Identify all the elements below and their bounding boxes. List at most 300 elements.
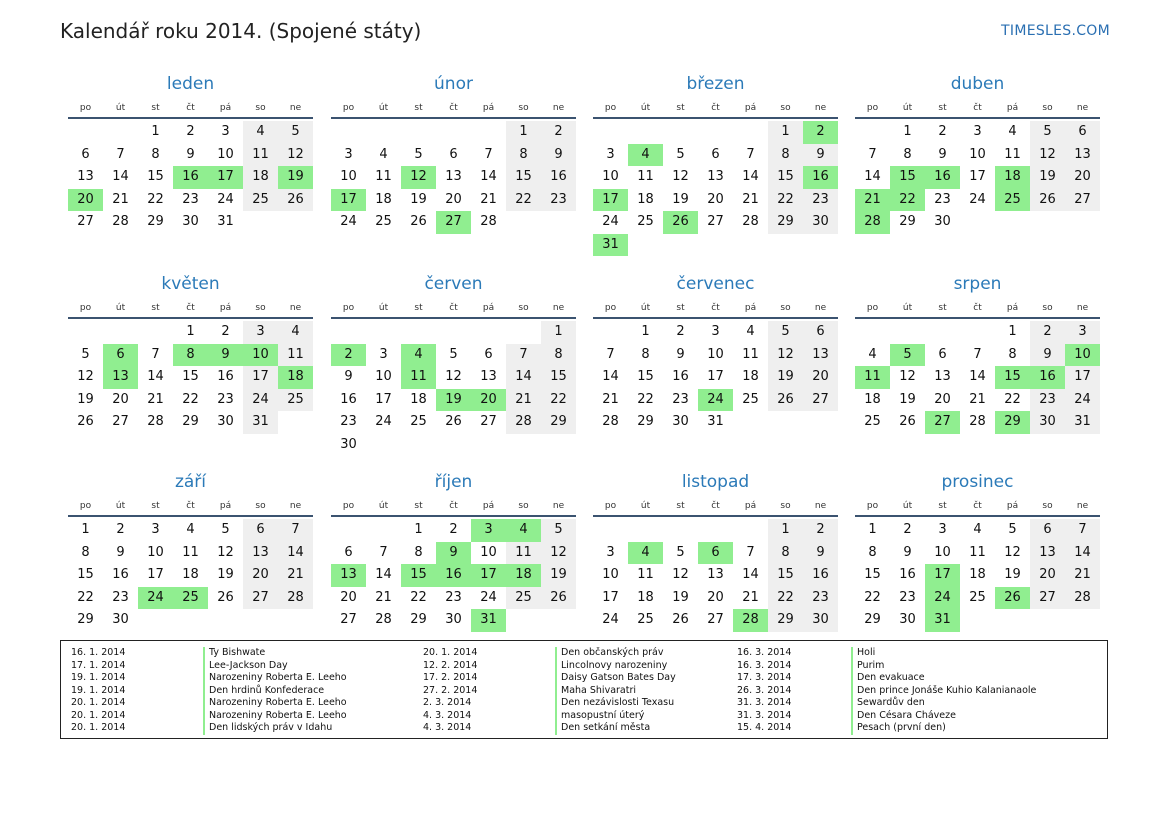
weekday-label: ne [814,103,827,113]
weekday-header [593,497,838,517]
day-cell: 3 [1065,321,1100,344]
day-cell: 10 [480,544,497,560]
weekday-label: út [640,303,651,313]
day-cell: 16 [217,369,234,384]
day-cell: 27 [1065,189,1100,212]
day-cell: 11 [637,567,654,582]
weekday-label: út [378,303,389,313]
month-name: duben [950,74,1005,94]
day-cell: 5 [541,519,576,542]
day-cell: 8 [868,544,877,560]
day-cell: 3 [973,124,982,139]
weekday-label: čt [186,501,195,511]
holiday-day-cell: 29 [995,411,1030,434]
day-cell: 29 [864,612,881,627]
legend-date: 20. 1. 2014 [71,722,126,733]
empty-day-cell [855,321,890,344]
day-cell: 28 [375,612,392,627]
legend-holiday-name: Den hrdinů Konfederace [203,685,324,698]
day-cell: 4 [379,146,388,162]
legend-date: 2. 3. 2014 [423,697,472,708]
empty-day-cell [331,121,366,144]
day-cell: 14 [1065,542,1100,565]
legend-holiday-name: Narozeniny Roberta E. Leeho [203,672,347,685]
day-cell: 6 [803,321,838,344]
empty-day-cell [960,321,995,344]
empty-day-cell [593,519,628,542]
legend-date: 15. 4. 2014 [737,722,792,733]
site-logo-text[interactable]: TIMESLES.COM [1001,23,1110,39]
day-cell: 3 [606,544,615,560]
day-cell: 26 [899,414,916,429]
weekday-label: út [902,303,913,313]
holiday-day-cell: 10 [243,344,278,367]
legend-date: 20. 1. 2014 [423,647,478,658]
day-cell: 20 [243,564,278,587]
day-cell: 11 [742,346,759,362]
day-cell: 2 [803,519,838,542]
day-cell: 17 [1065,366,1100,389]
day-cell: 3 [938,522,947,537]
day-cell: 1 [186,324,195,339]
weekday-label: so [780,303,791,313]
day-cell: 29 [768,211,803,234]
day-cell: 7 [506,344,541,367]
day-cell: 23 [217,391,234,407]
weekday-label: čt [449,103,458,113]
day-grid [593,519,838,632]
weekday-label: so [1042,501,1053,511]
month-calendar [593,73,838,256]
day-cell: 23 [445,589,462,605]
empty-day-cell [663,121,698,144]
legend-holiday-name: Den lidských práv v Idahu [203,722,332,735]
empty-day-cell [103,321,138,344]
empty-day-cell [733,121,768,144]
day-cell: 8 [768,144,803,167]
day-cell: 19 [541,564,576,587]
day-cell: 16 [541,166,576,189]
weekday-label: pá [1006,303,1019,313]
day-cell: 26 [1030,189,1065,212]
day-cell: 21 [112,191,129,207]
day-cell: 3 [711,324,720,339]
day-cell: 11 [278,344,313,367]
weekday-label: so [255,303,266,313]
day-cell: 23 [112,589,129,605]
day-cell: 14 [480,169,497,184]
empty-day-cell [366,519,401,542]
legend-date: 4. 3. 2014 [423,709,472,721]
empty-day-cell [663,519,698,542]
day-cell: 18 [410,391,427,407]
holiday-day-cell: 20 [471,389,506,412]
day-cell: 15 [506,166,541,189]
holiday-day-cell: 16 [803,166,838,189]
day-cell: 6 [1030,519,1065,542]
empty-day-cell [436,321,471,344]
day-cell: 13 [707,567,724,582]
day-cell: 10 [217,146,234,162]
day-cell: 12 [278,144,313,167]
legend-holiday-name: Den setkání města [555,722,650,735]
day-cell: 19 [899,391,916,407]
weekday-label: pá [219,303,232,313]
weekday-label: pá [219,103,232,113]
weekday-label: čt [711,103,720,113]
day-cell: 30 [1030,411,1065,434]
legend-date: 31. 3. 2014 [737,709,792,721]
weekday-label: st [151,303,160,313]
day-cell: 15 [768,564,803,587]
empty-day-cell [698,519,733,542]
weekday-label: st [414,303,423,313]
day-cell: 18 [182,567,199,582]
day-cell: 21 [742,589,759,605]
day-cell: 14 [375,567,392,582]
day-cell: 2 [903,522,912,537]
weekday-label: st [676,103,685,113]
day-cell: 10 [969,146,986,162]
month-calendar [331,471,576,632]
day-cell: 8 [541,344,576,367]
day-cell: 20 [112,391,129,407]
day-cell: 6 [484,346,493,362]
day-cell: 28 [278,587,313,610]
day-cell: 19 [410,191,427,207]
day-cell: 22 [182,391,199,407]
weekday-header [331,99,576,119]
day-cell: 21 [969,391,986,407]
day-cell: 12 [1030,144,1065,167]
day-cell: 8 [506,144,541,167]
holiday-day-cell: 11 [401,366,436,389]
weekday-label: čt [973,103,982,113]
empty-day-cell [366,321,401,344]
day-cell: 9 [541,144,576,167]
day-cell: 30 [445,612,462,627]
weekday-label: so [255,103,266,113]
day-cell: 25 [742,391,759,407]
holiday-day-cell: 18 [995,166,1030,189]
day-cell: 25 [864,414,881,429]
weekday-header [593,299,838,319]
day-cell: 21 [375,589,392,605]
weekday-label: ne [289,103,302,113]
day-cell: 6 [1065,121,1100,144]
weekday-label: út [115,303,126,313]
day-cell: 13 [934,369,951,384]
month-name: srpen [953,274,1002,294]
day-cell: 28 [480,214,497,229]
weekday-label: út [902,501,913,511]
holiday-day-cell: 24 [698,389,733,412]
day-cell: 6 [81,146,90,162]
legend-holiday-name: Purim [851,660,884,673]
empty-day-cell [401,321,436,344]
day-cell: 26 [410,214,427,229]
day-cell: 14 [506,366,541,389]
weekday-label: út [115,501,126,511]
day-cell: 30 [803,211,838,234]
day-cell: 29 [899,214,916,229]
day-cell: 7 [116,146,125,162]
day-cell: 23 [803,587,838,610]
holiday-day-cell: 3 [471,519,506,542]
holiday-day-cell: 13 [103,366,138,389]
day-cell: 14 [742,169,759,184]
day-cell: 13 [445,169,462,184]
day-cell: 9 [803,144,838,167]
day-cell: 1 [151,124,160,139]
day-cell: 15 [541,366,576,389]
day-cell: 26 [77,414,94,429]
legend-date: 27. 2. 2014 [423,684,478,696]
weekday-label: so [780,103,791,113]
holiday-day-cell: 2 [803,121,838,144]
month-calendar [68,273,313,434]
holiday-day-cell: 20 [68,189,103,212]
weekday-label: po [79,303,92,313]
month-calendar [331,73,576,234]
day-cell: 9 [186,146,195,162]
day-cell: 15 [768,166,803,189]
day-cell: 4 [243,121,278,144]
empty-day-cell [890,321,925,344]
weekday-header [855,299,1100,319]
day-cell: 30 [934,214,951,229]
day-cell: 19 [768,366,803,389]
weekday-label: st [676,303,685,313]
day-cell: 17 [969,169,986,184]
day-cell: 24 [340,214,357,229]
month-calendar [593,273,838,434]
day-cell: 30 [672,414,689,429]
weekday-label: pá [482,103,495,113]
legend-date: 16. 3. 2014 [737,659,792,671]
day-grid [331,321,576,456]
day-cell: 2 [1030,321,1065,344]
holiday-day-cell: 19 [436,389,471,412]
weekday-label: so [518,303,529,313]
day-cell: 23 [340,414,357,429]
weekday-label: út [902,103,913,113]
day-cell: 16 [112,567,129,582]
day-cell: 30 [899,612,916,627]
day-cell: 23 [803,189,838,212]
weekday-label: po [342,103,355,113]
day-cell: 22 [864,589,881,605]
holiday-day-cell: 15 [995,366,1030,389]
day-cell: 24 [602,214,619,229]
day-cell: 29 [410,612,427,627]
day-cell: 21 [147,391,164,407]
day-cell: 14 [147,369,164,384]
day-cell: 8 [81,544,90,560]
day-cell: 2 [186,124,195,139]
day-cell: 20 [803,366,838,389]
day-cell: 22 [77,589,94,605]
holiday-legend [60,640,1108,739]
holiday-day-cell: 4 [628,144,663,167]
day-cell: 10 [375,369,392,384]
day-cell: 28 [969,414,986,429]
weekday-label: po [342,303,355,313]
day-cell: 12 [1004,544,1021,560]
empty-day-cell [925,321,960,344]
holiday-day-cell: 18 [506,564,541,587]
weekday-label: čt [449,501,458,511]
holiday-day-cell: 9 [436,542,471,565]
weekday-label: ne [814,303,827,313]
weekday-label: ne [814,501,827,511]
weekday-label: ne [552,103,565,113]
empty-day-cell [628,121,663,144]
weekday-label: ne [1076,303,1089,313]
day-cell: 10 [602,169,619,184]
day-cell: 11 [637,169,654,184]
day-cell: 6 [344,544,353,560]
weekday-label: pá [744,303,757,313]
day-cell: 17 [243,366,278,389]
legend-holiday-name: masopustní úterý [555,710,644,723]
day-cell: 24 [1065,389,1100,412]
day-cell: 7 [746,544,755,560]
day-cell: 3 [379,346,388,362]
legend-holiday-name: Den občanských práv [555,647,664,660]
day-cell: 15 [864,567,881,582]
day-cell: 2 [541,121,576,144]
day-cell: 28 [742,214,759,229]
day-cell: 22 [768,587,803,610]
weekday-label: so [1042,303,1053,313]
day-cell: 20 [445,191,462,207]
day-cell: 16 [672,369,689,384]
day-cell: 1 [641,324,650,339]
weekday-label: pá [482,501,495,511]
month-calendar [68,471,313,632]
month-calendar [855,273,1100,434]
month-calendar [331,273,576,456]
holiday-day-cell: 25 [173,587,208,610]
day-cell: 27 [707,214,724,229]
holiday-day-cell: 4 [506,519,541,542]
weekday-header [68,497,313,517]
month-name: leden [166,74,215,94]
day-cell: 16 [803,564,838,587]
day-cell: 8 [641,346,650,362]
day-cell: 16 [899,567,916,582]
day-cell: 14 [112,169,129,184]
legend-date: 16. 1. 2014 [71,647,126,658]
empty-day-cell [733,519,768,542]
day-cell: 27 [480,414,497,429]
day-cell: 5 [676,146,685,162]
day-cell: 12 [541,542,576,565]
day-cell: 22 [1004,391,1021,407]
day-cell: 29 [637,414,654,429]
day-cell: 29 [182,414,199,429]
day-cell: 25 [637,612,654,627]
day-cell: 7 [973,346,982,362]
legend-holiday-name: Holi [851,647,875,660]
holiday-day-cell: 18 [278,366,313,389]
holiday-day-cell: 9 [208,344,243,367]
month-name: listopad [681,472,750,492]
empty-day-cell [401,121,436,144]
day-cell: 2 [116,522,125,537]
month-calendar [855,471,1100,632]
weekday-label: po [342,501,355,511]
empty-day-cell [138,321,173,344]
legend-holiday-name: Lincolnovy narozeniny [555,660,667,673]
day-cell: 5 [221,522,230,537]
holiday-day-cell: 16 [1030,366,1065,389]
month-name: červen [424,274,483,294]
legend-holiday-name: Narozeniny Roberta E. Leeho [203,697,347,710]
day-cell: 18 [375,191,392,207]
weekday-label: po [79,501,92,511]
legend-holiday-name: Maha Shivaratri [555,685,636,698]
weekday-label: st [151,501,160,511]
day-grid [68,321,313,434]
holiday-day-cell: 24 [138,587,173,610]
month-name: květen [161,274,220,294]
day-cell: 23 [899,589,916,605]
day-cell: 19 [1004,567,1021,582]
day-cell: 9 [938,146,947,162]
weekday-label: čt [449,303,458,313]
weekday-label: po [604,501,617,511]
day-cell: 15 [182,369,199,384]
holiday-day-cell: 6 [698,542,733,565]
legend-date: 17. 3. 2014 [737,672,792,683]
day-cell: 28 [602,414,619,429]
month-calendar [855,73,1100,234]
day-cell: 5 [1030,121,1065,144]
day-cell: 19 [672,589,689,605]
day-cell: 20 [934,391,951,407]
empty-day-cell [593,321,628,344]
holiday-day-cell: 27 [436,211,471,234]
day-cell: 7 [278,519,313,542]
day-cell: 12 [217,544,234,560]
empty-day-cell [698,121,733,144]
legend-date: 20. 1. 2014 [71,697,126,708]
day-cell: 21 [480,191,497,207]
weekday-label: ne [552,501,565,511]
day-cell: 13 [77,169,94,184]
day-cell: 17 [375,391,392,407]
holiday-day-cell: 16 [436,564,471,587]
legend-date: 26. 3. 2014 [737,684,792,696]
day-cell: 29 [77,612,94,627]
day-cell: 1 [81,522,90,537]
day-cell: 24 [480,589,497,605]
day-cell: 15 [77,567,94,582]
day-cell: 9 [676,346,685,362]
day-grid [331,121,576,234]
day-cell: 4 [278,321,313,344]
legend-holiday-name: Lee-Jackson Day [203,660,288,673]
day-cell: 3 [344,146,353,162]
holiday-day-cell: 28 [855,211,890,234]
day-cell: 25 [278,389,313,412]
month-name: únor [434,74,473,94]
empty-day-cell [366,121,401,144]
day-cell: 11 [243,144,278,167]
legend-holiday-name: Pesach (první den) [851,722,946,735]
